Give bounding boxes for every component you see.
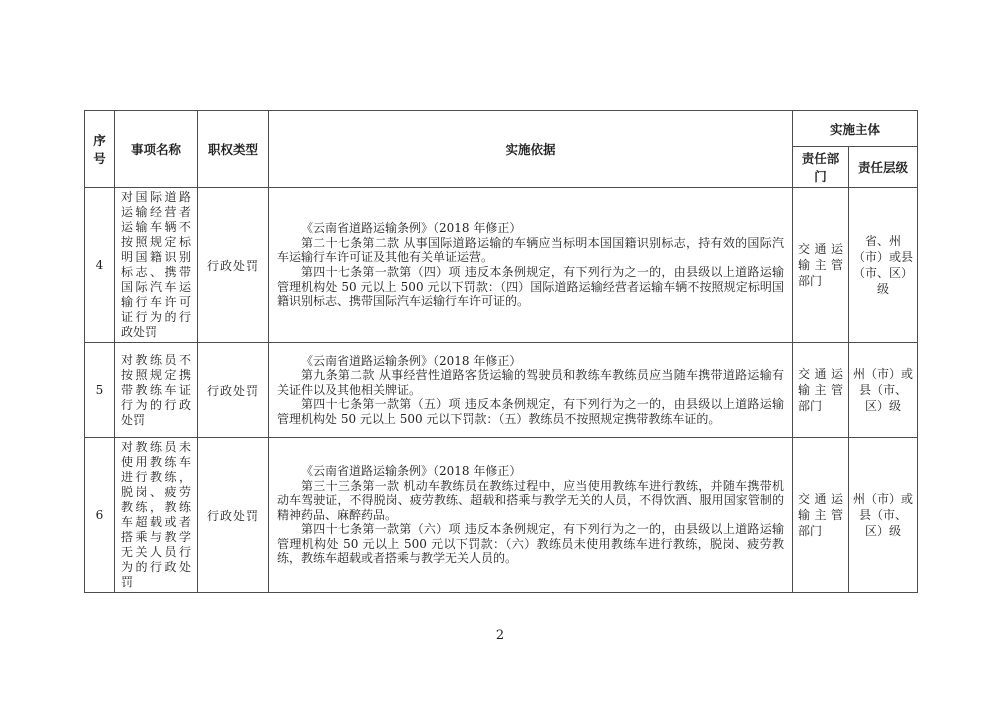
header-实施主体: 实施主体 [793, 111, 918, 147]
basis-paragraph: 《云南省道路运输条例》（2018 年修正） [301, 221, 522, 236]
authority-type-cell: 行政处罚 [198, 188, 269, 343]
header-事项名称: 事项名称 [115, 111, 198, 188]
header-职权类型: 职权类型 [198, 111, 269, 188]
legal-basis-cell [269, 438, 793, 593]
row-number-cell: 5 [85, 343, 115, 438]
basis-paragraph: 《云南省道路运输条例》（2018 年修正） [301, 353, 522, 368]
item-name-cell: 对教练员不按照规定携带教练车证行为的行政处罚 [115, 343, 198, 438]
basis-paragraph: 第九条第二款 从事经营性道路客货运输的驾驶员和教练车教练员应当随车携带道路运输有关证件以及其他相关牌证。 [277, 368, 784, 397]
responsibility-level-cell: 州（市）或县（市、区）级 [849, 343, 918, 438]
header-责任部门: 责任部门 [793, 147, 849, 188]
header-序号: 序号 [85, 111, 115, 188]
responsible-department-cell: 交通运输主管部门 [793, 438, 849, 593]
basis-paragraph: 《云南省道路运输条例》（2018 年修正） [301, 463, 522, 478]
header-责任层级: 责任层级 [849, 147, 918, 188]
basis-paragraph: 第三十三条第一款 机动车教练员在教练过程中，应当使用教练车进行教练，并随车携带机动车驾驶证，不得脱岗、疲劳教练、超载和搭乘与教学无关的人员，不得饮酒、服用国家管制的精神药品、麻醉药品。 [277, 478, 784, 522]
row-number-cell: 4 [85, 188, 115, 343]
basis-paragraph: 第四十七条第一款第（六）项 违反本条例规定，有下列行为之一的，由县级以上道路运输管理机构处 50 元以上 500 元以下罚款：（六）教练员未使用教练车进行教练，脱岗、疲劳教练，教练车超载或者搭乘与教学无关人员的。 [277, 522, 784, 566]
table-row [85, 438, 918, 593]
row-number-cell: 6 [85, 438, 115, 593]
responsibility-level-cell: 省、州（市）或县（市、区）级 [849, 188, 918, 343]
header-实施依据: 实施依据 [269, 111, 793, 188]
basis-paragraph: 第二十七条第二款 从事国际道路运输的车辆应当标明本国国籍识别标志，持有效的国际汽车运输行车许可证及其他有关单证运营。 [277, 235, 784, 265]
basis-paragraph: 第四十七条第一款第（五）项 违反本条例规定，有下列行为之一的，由县级以上道路运输管理机构处 50 元以上 500 元以下罚款：（五）教练员不按照规定携带教练车证的。 [277, 397, 784, 426]
responsibility-level-cell: 州（市）或县（市、区）级 [849, 438, 918, 593]
responsible-department-cell: 交通运输主管部门 [793, 188, 849, 343]
authority-type-cell: 行政处罚 [198, 343, 269, 438]
legal-basis-cell [269, 188, 793, 343]
item-name-cell: 对教练员未使用教练车进行教练，脱岗、疲劳教练，教练车超载或者搭乘与教学无关人员行为的行政处罚 [115, 438, 198, 593]
page-number: 2 [495, 628, 505, 643]
legal-basis-cell [269, 343, 793, 438]
item-name-cell: 对国际道路运输经营者运输车辆不按照规定标明国籍识别标志、携带国际汽车运输行车许可证行为的行政处罚 [115, 188, 198, 343]
authority-type-cell: 行政处罚 [198, 438, 269, 593]
table-row [85, 188, 918, 343]
responsible-department-cell: 交通运输主管部门 [793, 343, 849, 438]
basis-paragraph: 第四十七条第一款第（四）项 违反本条例规定，有下列行为之一的，由县级以上道路运输管理机构处 50 元以上 500 元以下罚款：（四）国际道路运输经营者运输车辆不按照规定标明国籍识别标志、携带国际汽车运输行车许可证的。 [277, 265, 784, 309]
authority-items-table [84, 110, 918, 593]
header-row-1 [85, 111, 918, 147]
table-row [85, 343, 918, 438]
